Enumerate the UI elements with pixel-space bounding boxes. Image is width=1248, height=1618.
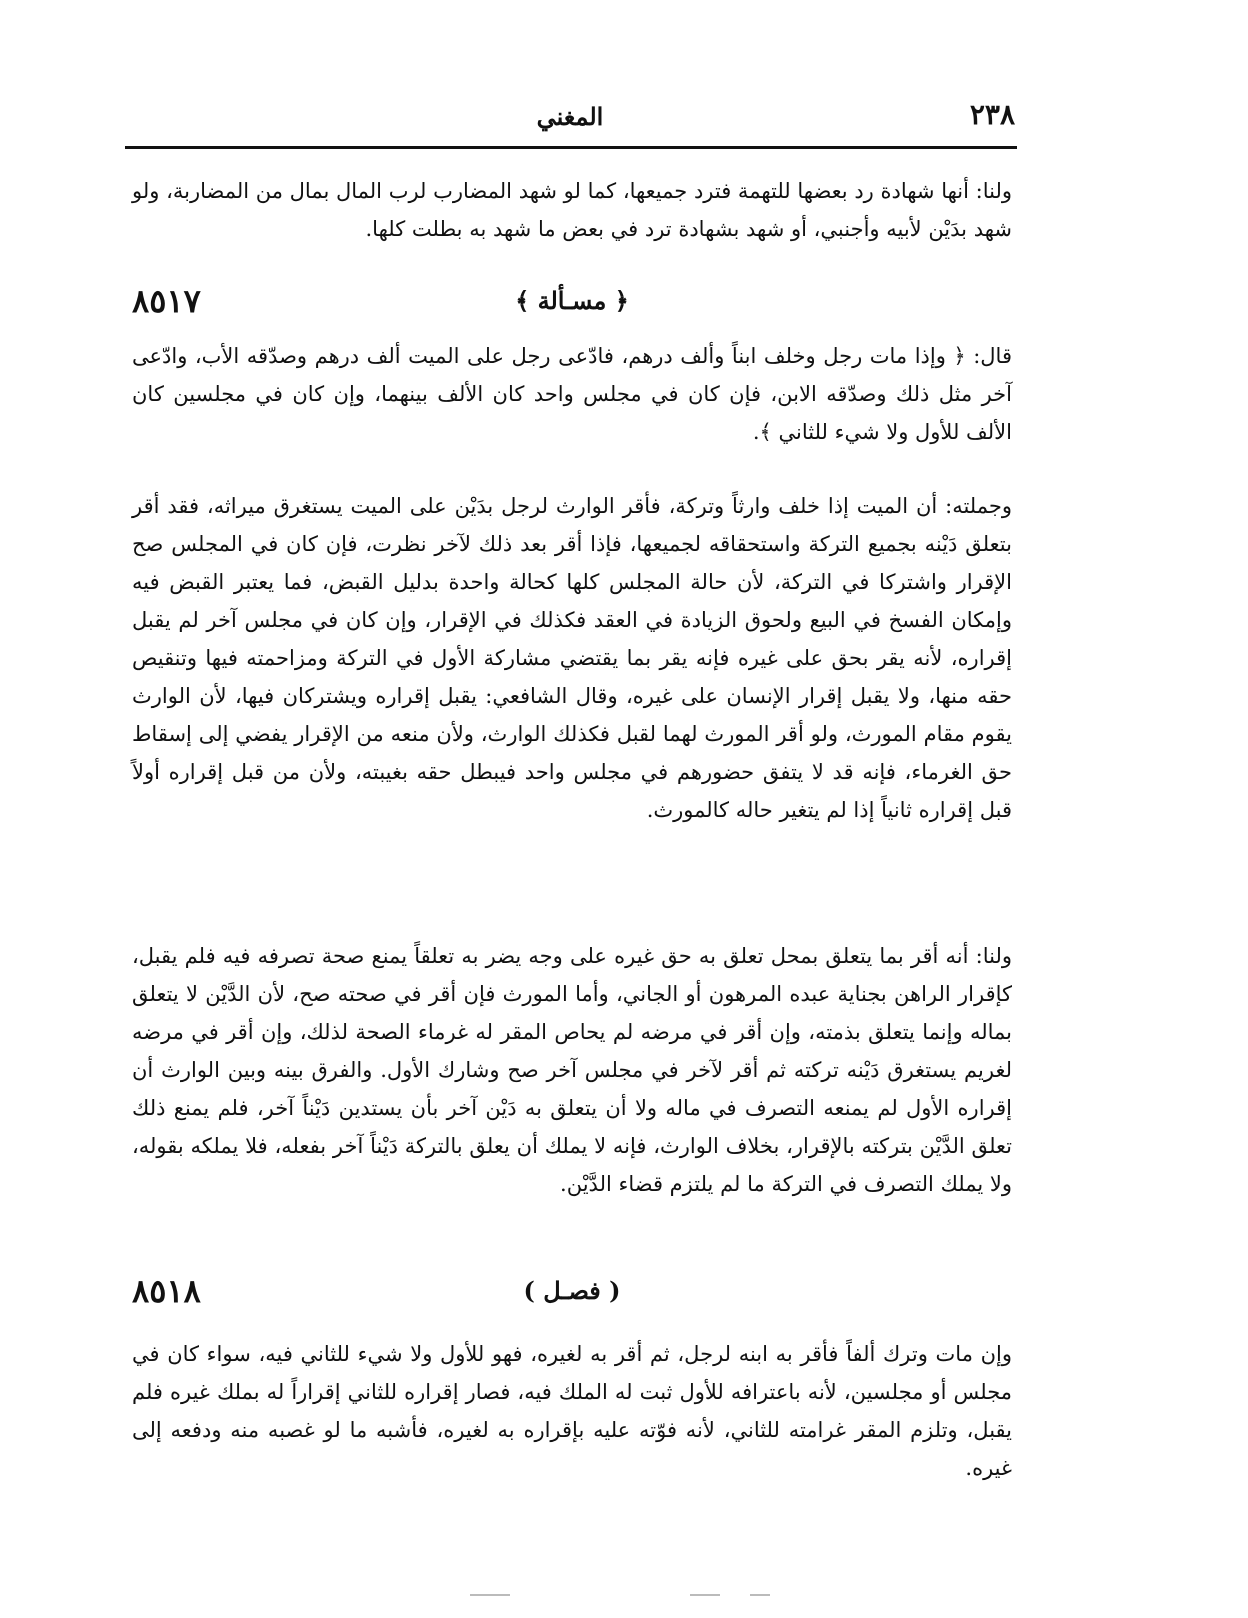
paragraph-5: وإن مات وترك ألفاً فأقر به ابنه لرجل، ثم أقر به لغيره، فهو للأول ولا شيء للثاني فيه، سواء كان في مجلس أو مجلسين، لأنه باعترافه للأول ثبت له الملك فيه، فصار إقراره للثاني إقراراً له بملك غيره فلم يقبل، وتلزم المقر غرامته للثاني، لأنه فوّته عليه بإقراره به لغيره، فأشبه ما لو غصبه منه ودفعه إلى غيره. — [132, 1342, 1012, 1480]
section-number: ٨٥١٧ — [132, 282, 201, 320]
header-divider — [125, 146, 1017, 149]
paragraph-3: وجملته: أن الميت إذا خلف وارثاً وتركة، فأقر الوارث لرجل بدَيْن على الميت يستغرق ميراثه، فقد أقر بتعلق دَيْنه بجميع التركة واستحقاقه لجميعها، فإذا أقر بعد ذلك لآخر نظرت، فإن كان في المجلس صح الإقرار واشتركا في التركة، لأن حالة المجلس كلها كحالة واحدة بدليل القبض، فما يعتبر القبض فيه وإمكان الفسخ في البيع ولحوق الزيادة في العقد فكذلك في الإقرار، وإن كان في مجلس آخر لم يقبل إقراره، لأنه يقر بحق على غيره فإنه يقر بما يقتضي مشاركة الأول في التركة ومزاحمته فيها وتنقيص حقه منها، ولا يقبل إقرار الإنسان على غيره، وقال الشافعي: يقبل إقراره ويشتركان فيها، لأن الوارث يقوم مقام المورث، ولو أقر المورث لهما لقبل فكذلك الوارث، ولأن منعه من الإقرار يفضي إلى إسقاط حق الغرماء، فإنه قد لا يتفق حضورهم في مجلس واحد فيبطل حقه بغيبته، ولأن من قبل إقراره أولاً قبل إقراره ثانياً إذا لم يتغير حاله كالمورث. — [132, 494, 1012, 822]
section-heading-row-8518 — [132, 1272, 1012, 1316]
section-number: ٨٥١٨ — [132, 1272, 201, 1310]
paragraph-4: ولنا: أنه أقر بما يتعلق بمحل تعلق به حق غيره على وجه يضر به تعلقاً يمنع صحة تصرفه فيه فلم يقبل، كإقرار الراهن بجناية عبده المرهون أو الجاني، وأما المورث فإن أقر في صحته صح، لأن الدَّيْن لا يتعلق بماله وإنما يتعلق بذمته، وإن أقر في مرضه لم يحاص المقر له غرماء الصحة لذلك، وإن أقر في مرضه لغريم يستغرق دَيْنه تركته ثم أقر لآخر في مجلس آخر صح وشارك الأول. والفرق بينه وبين الوارث أن إقراره الأول لم يمنعه التصرف في ماله ولا أن يتعلق به دَيْن آخر بأن يستدين دَيْناً آخر، فلم يمنع ذلك تعلق الدَّيْن بتركته بالإقرار، بخلاف الوارث، فإنه لا يملك أن يعلق بالتركة دَيْناً آخر بفعله، فلا يملكه بقوله، ولا يملك التصرف في التركة ما لم يلتزم قضاء الدَّيْن. — [132, 944, 1012, 1196]
page-number: ٢٣٨ — [969, 98, 1015, 131]
page-header — [125, 98, 1015, 140]
scan-artifact-marks — [470, 1594, 790, 1600]
section-title: ( فصـل ) — [523, 1276, 621, 1305]
section-heading-row-8517 — [132, 282, 1012, 326]
section-title: ﴿ مسـألة ﴾ — [515, 286, 629, 315]
running-title: المغني — [536, 102, 604, 131]
paragraph-2: قال: ﴿ وإذا مات رجل وخلف ابناً وألف درهم، فادّعى رجل على الميت ألف درهم وصدّقه الأب، وادّعى آخر مثل ذلك وصدّقه الابن، فإن كان في مجلس واحد كان الألف بينهما، وإن كان في مجلسين كان الألف للأول ولا شيء للثاني ﴾. — [132, 344, 1012, 444]
paragraph-1: ولنا: أنها شهادة رد بعضها للتهمة فترد جميعها، كما لو شهد المضارب لرب المال بمال من المضاربة، ولو شهد بدَيْن لأبيه وأجنبي، أو شهد بشهادة ترد في بعض ما شهد به بطلت كلها. — [132, 179, 1012, 241]
